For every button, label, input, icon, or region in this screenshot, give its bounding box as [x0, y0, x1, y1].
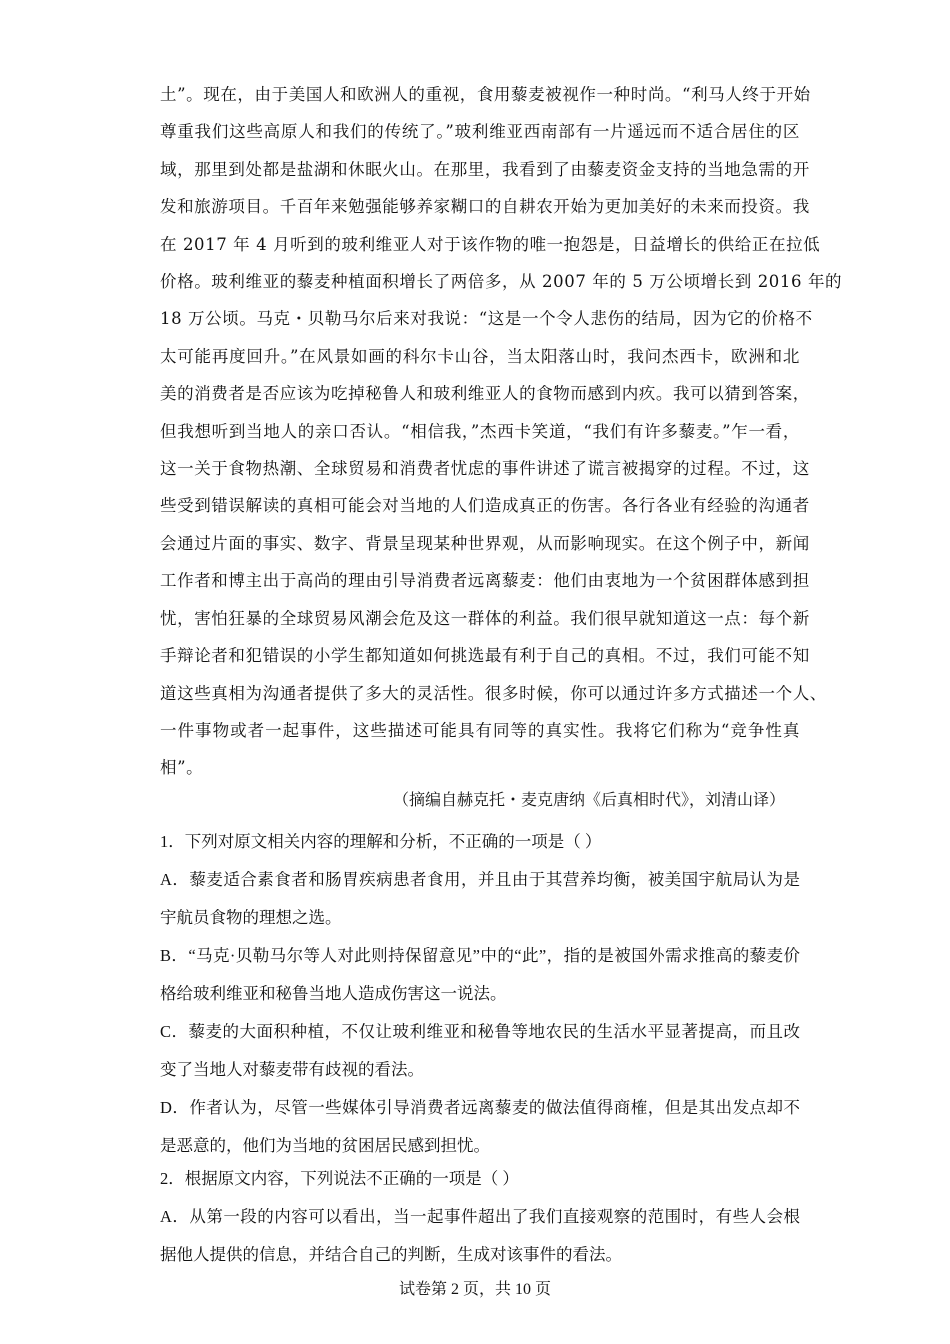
option-a: A．藜麦适合素食者和肠胃疾病患者食用，并且由于其营养均衡，被美国宇航局认为是: [160, 870, 800, 889]
reading-passage: [160, 76, 843, 787]
passage-line: 土”。现在，由于美国人和欧洲人的重视，食用藜麦被视作一种时尚。“利马人终于开始: [160, 85, 811, 104]
passage-line: 美的消费者是否应该为吃掉秘鲁人和玻利维亚人的食物而感到内疚。我可以猜到答案，: [160, 384, 810, 404]
option-b: B．“马克·贝勒马尔等人对此则持保留意见”中的“此”，指的是被国外需求推高的藜麦价: [160, 946, 800, 965]
option-c: C．藜麦的大面积种植，不仅让玻利维亚和秘鲁等地农民的生活水平显著提高，而且改: [160, 1022, 800, 1041]
passage-line: 在 2017 年 4 月听到的玻利维亚人对于该作物的唯一抱怨是，日益增长的供给正在拉低: [160, 234, 821, 254]
passage-line: 价格。玻利维亚的藜麦种植面积增长了两倍多，从 2007 年的 5 万公顷增长到 2016 年的: [160, 272, 843, 292]
option-d: D．作者认为，尽管一些媒体引导消费者远离藜麦的做法值得商榷，但是其出发点却不: [160, 1098, 800, 1117]
option-a-cont: 据他人提供的信息，并结合自己的判断，生成对该事件的看法。: [160, 1245, 622, 1264]
passage-line: 域，那里到处都是盐湖和休眠火山。在那里，我看到了由藜麦资金支持的当地急需的开: [160, 159, 810, 179]
passage-line: 尊重我们这些高原人和我们的传统了。”玻利维亚西南部有一片遥远而不适合居住的区: [160, 122, 800, 142]
passage-source: （摘编自赫克托・麦克唐纳《后真相时代》，刘清山译）: [392, 790, 785, 809]
question-2: [160, 1160, 800, 1274]
passage-line: 些受到错误解读的真相可能会对当地的人们造成真正的伤害。各行各业有经验的沟通者: [160, 496, 810, 516]
question-stem: 2．根据原文内容，下列说法不正确的一项是（ ）: [160, 1169, 519, 1188]
passage-line: 发和旅游项目。千百年来勉强能够养家糊口的自耕农开始为更加美好的未来而投资。我: [160, 197, 810, 217]
passage-line: 这一关于食物热潮、全球贸易和消费者忧虑的事件讲述了谎言被揭穿的过程。不过，这: [160, 459, 810, 479]
option-c-cont: 变了当地人对藜麦带有歧视的看法。: [160, 1060, 424, 1079]
passage-line: 但我想听到当地人的亲口否认。“相信我，”杰西卡笑道，“我们有许多藜麦。”乍一看，: [160, 421, 800, 441]
passage-line: 会通过片面的事实、数字、背景呈现某种世界观，从而影响现实。在这个例子中，新闻: [160, 533, 810, 553]
passage-line: 手辩论者和犯错误的小学生都知道如何挑选最有利于自己的真相。不过，我们可能不知: [160, 646, 810, 666]
option-b-cont: 格给玻利维亚和秘鲁当地人造成伤害这一说法。: [160, 984, 507, 1003]
passage-line: 工作者和博主出于高尚的理由引导消费者远离藜麦：他们由衷地为一个贫困群体感到担: [160, 571, 810, 591]
passage-line: 相”。: [160, 758, 204, 778]
question-1: [160, 823, 800, 1165]
passage-line: 18 万公顷。马克・贝勒马尔后来对我说：“这是一个令人悲伤的结局，因为它的价格不: [160, 309, 813, 329]
passage-line: 一件事物或者一起事件，这些描述可能具有同等的真实性。我将它们称为“竞争性真: [160, 720, 800, 740]
passage-line: 道这些真相为沟通者提供了多大的灵活性。很多时候，你可以通过许多方式描述一个人、: [160, 683, 827, 703]
option-a-cont: 宇航员食物的理想之选。: [160, 908, 342, 927]
option-a: A．从第一段的内容可以看出，当一起事件超出了我们直接观察的范围时，有些人会根: [160, 1207, 800, 1226]
passage-line: 太可能再度回升。”在风景如画的科尔卡山谷，当太阳落山时，我问杰西卡，欧洲和北: [160, 346, 800, 366]
option-d-cont: 是恶意的，他们为当地的贫困居民感到担忧。: [160, 1136, 490, 1155]
question-stem: 1．下列对原文相关内容的理解和分析，不正确的一项是（ ）: [160, 832, 602, 851]
page-footer: 试卷第 2 页，共 10 页: [398, 1281, 551, 1298]
passage-line: 忧，害怕狂暴的全球贸易风潮会危及这一群体的利益。我们很早就知道这一点：每个新: [160, 608, 810, 628]
